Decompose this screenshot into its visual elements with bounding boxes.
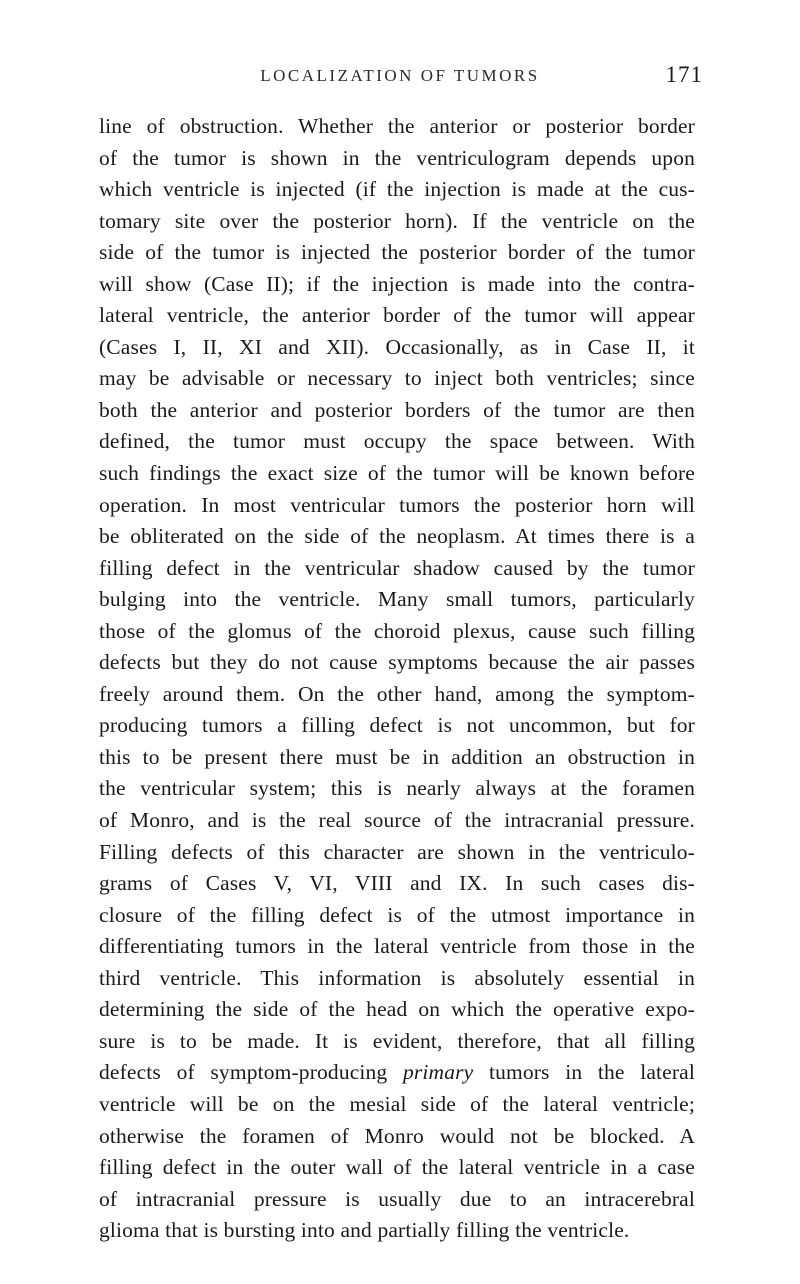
text-line: of the tumor is shown in the ventriculogram depends upon xyxy=(99,145,695,170)
text-line: defects but they do not cause symptoms because the air passes xyxy=(99,650,695,675)
text-line: filling defect in the outer wall of the lateral ventricle in a case xyxy=(99,1155,695,1180)
text-line: of intracranial pressure is usually due to an intracerebral xyxy=(99,1186,695,1211)
text-line: which ventricle is injected (if the injection is made at the cus- xyxy=(99,177,695,202)
text-line: those of the glomus of the choroid plexus, cause such filling xyxy=(99,618,695,643)
text-line: (Cases I, II, XI and XII). Occasionally, as in Case II, it xyxy=(99,334,695,359)
body-text xyxy=(99,111,695,1247)
text-line: operation. In most ventricular tumors the posterior horn will xyxy=(99,492,695,517)
text-line: determining the side of the head on which the operative expo- xyxy=(99,997,695,1022)
text-line: defined, the tumor must occupy the space between. With xyxy=(99,429,695,454)
text-line: line of obstruction. Whether the anterior or posterior border xyxy=(99,114,695,138)
text-line-final: glioma that is bursting into and partially filling the ventricle. xyxy=(99,1218,630,1243)
running-head-title: LOCALIZATION OF TUMORS xyxy=(260,66,540,85)
text-line: sure is to be made. It is evident, therefore, that all filling xyxy=(99,1028,695,1053)
page-number: 171 xyxy=(665,62,703,87)
text-line: both the anterior and posterior borders of the tumor are then xyxy=(99,397,695,422)
italic-emphasis: primary xyxy=(402,1060,474,1085)
text-line: lateral ventricle, the anterior border of the tumor will appear xyxy=(99,303,695,328)
text-line: filling defect in the ventricular shadow caused by the tumor xyxy=(99,555,695,580)
text-line: Filling defects of this character are shown in the ventriculo- xyxy=(99,839,695,864)
text-line: will show (Case II); if the injection is made into the contra- xyxy=(99,271,695,296)
text-line: grams of Cases V, VI, VIII and IX. In such cases dis- xyxy=(99,871,695,896)
text-line: such findings the exact size of the tumor will be known before xyxy=(99,461,695,486)
running-head xyxy=(100,62,703,96)
text-line: differentiating tumors in the lateral ventricle from those in the xyxy=(99,934,695,959)
text-line: the ventricular system; this is nearly always at the foramen xyxy=(99,776,695,801)
text-line: otherwise the foramen of Monro would not be blocked. A xyxy=(99,1123,695,1148)
text-line: third ventricle. This information is absolutely essential in xyxy=(99,965,695,990)
text-line: be obliterated on the side of the neoplasm. At times there is a xyxy=(99,524,695,549)
text-fragment: defects of symptom-producing xyxy=(99,1060,388,1085)
text-line: freely around them. On the other hand, among the symptom- xyxy=(99,681,695,706)
text-line: closure of the filling defect is of the utmost importance in xyxy=(99,902,695,927)
text-line: of Monro, and is the real source of the intracranial pressure. xyxy=(99,808,695,833)
text-line: this to be present there must be in addition an obstruction in xyxy=(99,744,695,769)
text-line: bulging into the ventricle. Many small tumors, particularly xyxy=(99,587,695,612)
text-fragment: tumors in the lateral xyxy=(488,1060,695,1085)
text-line: producing tumors a filling defect is not uncommon, but for xyxy=(99,713,695,738)
text-line: side of the tumor is injected the posterior border of the tumor xyxy=(99,240,695,265)
text-line: ventricle will be on the mesial side of the lateral ventricle; xyxy=(99,1091,695,1116)
text-line-with-italic xyxy=(99,1057,695,1089)
text-line: may be advisable or necessary to inject both ventricles; since xyxy=(99,366,695,391)
text-line: tomary site over the posterior horn). If the ventricle on the xyxy=(99,208,695,233)
